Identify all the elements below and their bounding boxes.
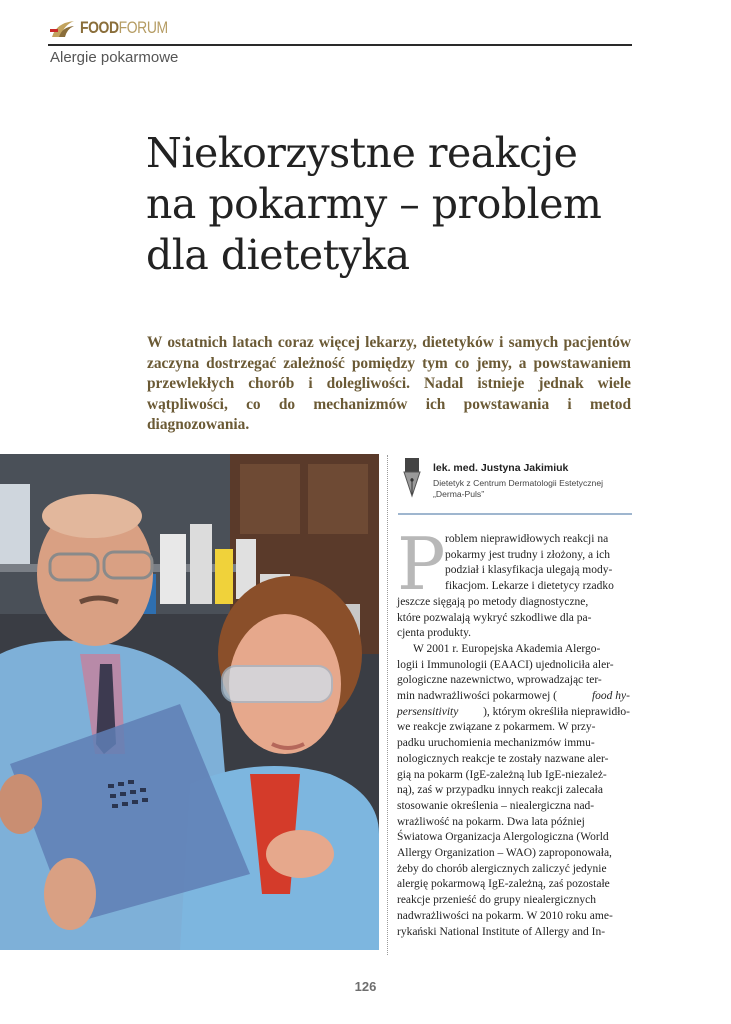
section-label: Alergie pokarmowe [50, 49, 179, 66]
body-line: rykański National Institute of Allergy and In- [397, 925, 606, 938]
author-block [433, 462, 633, 500]
author-name: lek. med. Justyna Jakimiuk [433, 462, 569, 474]
body-line: Światowa Organizacja Alergologiczna (World [397, 831, 609, 844]
body-column [397, 532, 630, 940]
body-line: nologicznych reakcje te zostały nazwane aler- [397, 752, 609, 765]
body-line: reakcje przenieść do grupy niealergicznych [397, 894, 597, 907]
body-line: min nadwrażliwości pokarmowej ( food hy- [397, 690, 630, 703]
author-affiliation: „Derma-Puls” [433, 489, 485, 499]
body-line: alergię pokarmową IgE-zależną, zaś pozostałe [397, 878, 610, 891]
body-line: fikacjom. Lekarze i dietetycy rzadko [445, 580, 614, 593]
body-line: wrażliwość na pokarm. Dwa lata później [397, 815, 585, 828]
body-line: we reakcje związane z pokarmem. W przy- [397, 721, 596, 734]
body-line: Allergy Organization – WAO) zaproponowała, [397, 847, 612, 860]
body-line: padku uruchomienia mechanizmów immu- [397, 737, 595, 750]
article-title [146, 128, 666, 281]
body-line: gologiczne nazewnictwo, wprowadzając ter- [397, 674, 602, 687]
body-line: cjenta produkty. [397, 627, 471, 640]
author-rule [398, 513, 632, 515]
logo-forum-text: FORUM [118, 18, 168, 37]
body-line: podział i klasyfikacja ulegają mody- [445, 564, 613, 577]
column-separator [387, 455, 388, 955]
body-line: żeby do chorób alergicznych zaliczyć jedynie [397, 862, 607, 875]
drop-cap: P [397, 522, 446, 606]
author-affiliation: Dietetyk z Centrum Dermatologii Estetycznej [433, 478, 604, 488]
body-line: stosowanie określenia – niealergiczna nad- [397, 799, 595, 812]
title-line: Niekorzystne reakcje [146, 129, 578, 177]
body-line: które pozwalają wykryć szkodliwe dla pa- [397, 611, 592, 624]
fountain-pen-icon [401, 458, 423, 498]
food-forum-logo [50, 16, 187, 40]
title-line: dla dietetyka [146, 231, 410, 279]
lead-paragraph: W ostatnich latach coraz więcej lekarzy, dietetyków i samych pacjentów zaczyna dostrzegać zależność pomiędzy tym co jemy, a powstawaniem przewlekłych chorób i dolegliwości. Nadal istnieje jednak wiele wątpliwości, co do mechanizmów ich powstawania i metod diagnozowania. [147, 334, 631, 434]
body-line: logii i Immunologii (EAACI) ujednoliciła aler- [397, 658, 614, 671]
body-line: jeszcze sięgają po metody diagnostyczne, [397, 595, 589, 608]
body-line: ną), zaś w przypadku innych reakcji zalecała [397, 784, 603, 797]
title-line: na pokarmy – problem [146, 180, 602, 228]
body-line: persensitivity ), którym określiła nieprawidło- [397, 705, 630, 718]
logo-food-text: FOOD [80, 18, 119, 37]
body-line: nadwrażliwości na pokarm. W 2010 roku ame- [397, 909, 613, 922]
lab-researchers-photo [0, 454, 379, 950]
body-line: pokarmy jest trudny i złożony, a ich [445, 548, 611, 561]
header-rule [48, 44, 632, 46]
logo-swoosh-icon [50, 17, 76, 39]
body-line: roblem nieprawidłowych reakcji na [445, 533, 609, 545]
body-line: gią na pokarm (IgE-zależną lub IgE-niezależ- [397, 768, 607, 781]
body-line: W 2001 r. Europejska Akademia Alergo- [413, 642, 601, 655]
page-number: 126 [354, 979, 377, 994]
